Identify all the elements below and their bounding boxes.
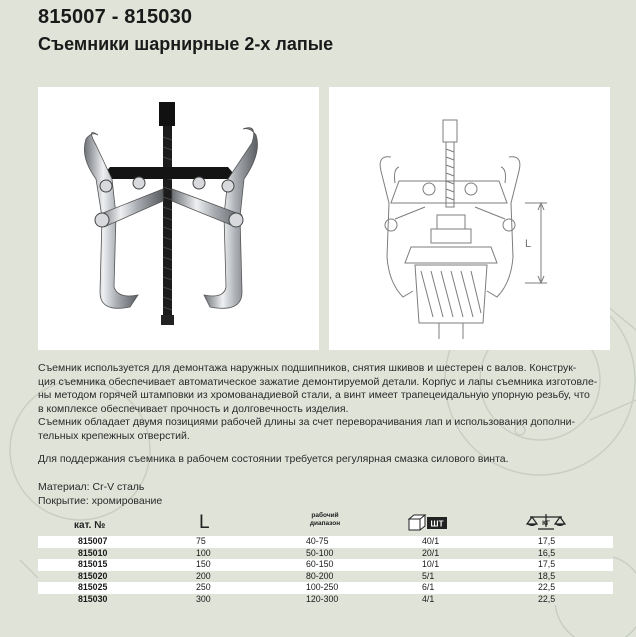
cell-code: 815020 [78, 570, 108, 581]
cell-code: 815015 [78, 559, 108, 569]
table-row [38, 594, 613, 606]
cell-qty: 4/1 [422, 593, 435, 604]
product-photo [38, 87, 319, 350]
table-row [38, 548, 613, 560]
scales-weight-icon [526, 513, 566, 531]
table-row [38, 582, 613, 594]
cell-weight: 22,5 [538, 593, 556, 604]
maintenance-note: Для поддержания съемника в рабочем состоянии требуется регулярная смазка силового винта. [38, 452, 509, 465]
description-line: ция съемника обеспечивает автоматическое зажатие демонтируемой детали. Корпус и лапы съемника изготовле- [38, 375, 598, 388]
header-qty-unit: ШТ [430, 519, 444, 529]
puller-photo-illustration [38, 87, 319, 350]
cell-qty: 6/1 [422, 582, 435, 592]
product-description [38, 362, 613, 466]
cell-weight: 17,5 [538, 536, 556, 546]
page-title: Съемники шарнирные 2-х лапые [38, 34, 334, 54]
material-spec: Материал: Cr-V сталь [38, 481, 145, 493]
cell-range: 60-150 [306, 559, 334, 569]
cell-qty: 5/1 [422, 570, 435, 581]
cell-length: 250 [196, 582, 211, 592]
header-working-range [298, 512, 352, 528]
description-line: ны методом горячей штамповки из хромованадиевой стали, а винт имеет трапецеидальную упорную резьбу, что [38, 389, 590, 402]
cell-code: 815010 [78, 547, 108, 558]
cell-range: 120-300 [306, 593, 339, 604]
description-line: Съемник обладает двумя позициями рабочей длины за счет переворачивания лап и использования дополни- [38, 416, 576, 429]
cell-range: 50-100 [306, 547, 334, 558]
cell-range: 100-250 [306, 582, 339, 592]
cell-weight: 16,5 [538, 547, 556, 558]
table-row [38, 536, 613, 548]
box-quantity-icon [408, 513, 450, 531]
table-row [38, 559, 613, 571]
description-line: в комплексе обеспечивает прочность и долговечность изделия. [38, 402, 349, 415]
description-line: Съемник используется для демонтажа наружных подшипников, снятия шкивов и шестерен с валов. Конструк- [38, 362, 577, 374]
cell-qty: 10/1 [422, 559, 440, 569]
cell-code: 815007 [78, 536, 108, 546]
header-length: L [199, 512, 210, 533]
cell-range: 80-200 [306, 570, 334, 581]
cell-qty: 20/1 [422, 547, 440, 558]
product-codes: 815007 - 815030 [38, 6, 193, 28]
cell-length: 150 [196, 559, 211, 569]
technical-drawing [329, 87, 610, 350]
header-range-line1: рабочий [311, 512, 339, 519]
specifications [38, 481, 162, 508]
cell-qty: 40/1 [422, 536, 440, 546]
table-row [38, 571, 613, 583]
cell-length: 100 [196, 547, 211, 558]
cell-length: 300 [196, 593, 211, 604]
cell-weight: 18,5 [538, 570, 556, 581]
header-weight-unit: КГ [542, 520, 550, 527]
cell-code: 815030 [78, 593, 108, 604]
dimension-label-L: L [525, 238, 532, 250]
cell-code: 815025 [78, 582, 108, 592]
product-table [38, 536, 613, 605]
header-range-line2: диапазон [309, 520, 341, 527]
cell-weight: 17,5 [538, 559, 556, 569]
puller-drawing-illustration [329, 87, 610, 350]
header-catalog-number: кат. № [74, 520, 106, 531]
coating-spec: Покрытие: хромирование [38, 494, 163, 507]
cell-weight: 22,5 [538, 582, 556, 592]
cell-range: 40-75 [306, 536, 329, 546]
cell-length: 200 [196, 570, 211, 581]
description-line: тельных крепежных отверстий. [38, 429, 190, 442]
cell-length: 75 [196, 536, 206, 546]
table-header [38, 508, 613, 538]
